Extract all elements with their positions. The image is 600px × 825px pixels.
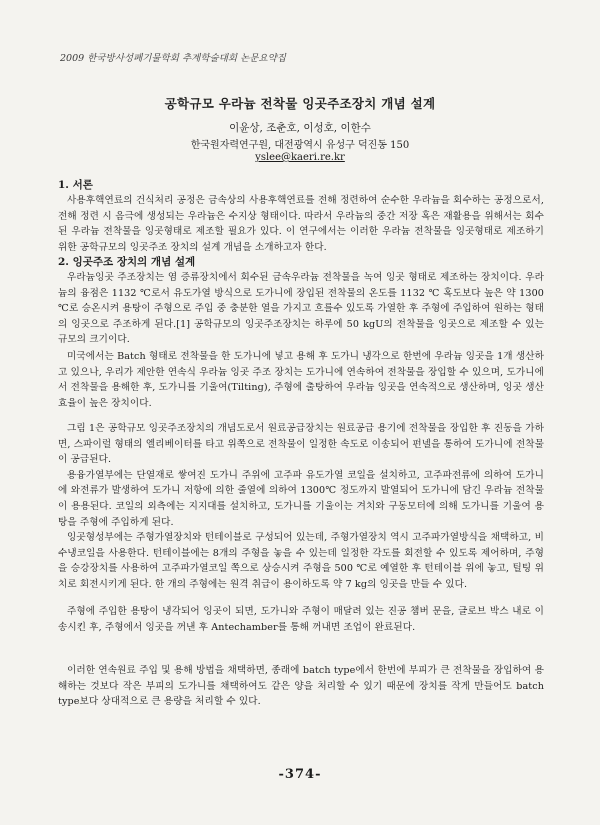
body-block: [58, 604, 544, 635]
section-heading: 1. 서론: [58, 179, 93, 191]
section-heading: 2. 잉곳주조 장치의 개념 설계: [58, 256, 196, 268]
body-block: [58, 349, 544, 411]
affiliation: 한국원자력연구원, 대전광역시 유성구 덕진동 150: [190, 140, 410, 151]
author-list: 이윤상, 조춘호, 이성호, 이한수: [229, 122, 371, 134]
body-paragraph: 사용후핵연료의 건식처리 공정은 금속상의 사용후핵연료를 전해 정련하여 순수한 우라늄을 회수하는 공정으로서, 전해 정련 시 음극에 생성되는 우라늄은 수지상 형태이다. 따라서 우라늄의 중간 저장 혹은 재활용을 위해서는 회수된 우라늄 전착물을 잉곳형태로 제조할 필요가 있다. 이 연구에서는 이러한 우라늄 전착물을 잉곳형태로 제조하기 위한 공학규모의 잉곳주조 장치의 설계 개념을 소개하고자 한다.: [58, 195, 544, 253]
body-paragraph: 이러한 연속원료 주입 및 용해 방법을 채택하면, 종래에 batch type에서 한번에 부피가 큰 전착물을 장입하여 용해하는 것보다 작은 부피의 도가니를 채택하여도 같은 양을 처리할 수 있기 때문에 장치를 작게 만들어도 batch type보다 상대적으로 큰 용량을 처리할 수 있다.: [58, 665, 544, 708]
body-paragraph: 미국에서는 Batch 형태로 전착물을 한 도가니에 넣고 용해 후 도가니 냉각으로 한번에 우라늄 잉곳을 1개 생산하고 있으나, 우리가 제안한 연속식 우라늄 잉곳 주조 장치는 도가니에 연속하여 전착물을 장입할 수 있으며, 도가니에서 전착물을 용해한 후, 도가니를 기울여(Tilting), 주형에 출탕하여 우라늄 잉곳을 연속적으로 생산하며, 잉곳 생산 효율이 높은 장치이다.: [58, 351, 544, 409]
body-paragraph: 그림 1은 공학규모 잉곳주조장치의 개념도로서 원료공급장치는 원료공급 용기에 전착물을 장입한 후 진동을 가하면, 스파이럴 형태의 엘리베이터를 타고 위쪽으로 전착물이 일정한 속도로 이송되어 펀넬을 통하여 도가니에 전착물이 공급된다.: [58, 423, 544, 466]
paper-title: 공학규모 우라늄 전착물 잉곳주조장치 개념 설계: [164, 96, 436, 111]
author-email: yslee@kaeri.re.kr: [255, 152, 345, 163]
body-paragraph: 우라늄잉곳 주조장치는 염 증류장치에서 회수된 금속우라늄 전착물을 녹여 잉곳 형태로 제조하는 장치이다. 우라늄의 융점은 1132 ℃로서 유도가열 방식으로 도가니에 장입된 전착물의 온도를 1132 ℃ 혹도보다 높은 약 1300 ℃로 승온시켜 용탕이 주형으로 주입 중 충분한 열을 가지고 흐를수 있도록 가열한 후 주형에 주입하여 원하는 형태의 잉곳으로 주조하게 된다.[1] 공학규모의 잉곳주조장치는 하루에 50 kgU의 전착물을 잉곳으로 제조할 수 있는 규모의 크기이다.: [58, 272, 544, 346]
body-paragraph: 주형에 주입한 용탕이 냉각되어 잉곳이 되면, 도가니와 주형이 매달려 있는 진공 챔버 문을, 글로브 박스 내로 이송시킨 후, 주형에서 잉곳을 꺼낸 후 Antechamber를 통해 꺼내면 조업이 완료된다.: [58, 606, 544, 633]
body-paragraph: 용융가열부에는 단열재로 쌓여진 도가니 주위에 고주파 유도가열 코일을 설치하고, 고주파전류에 의하여 도가니에 와전류가 발생하여 도가니 저항에 의한 줄열에 의하여 1300℃ 정도까지 발열되어 도가니에 담긴 우라늄 전착물이 용용된다. 코일의 외측에는 지지대를 설치하고, 도가니를 기울이는 겨치와 구동모터에 의해 도가니를 기울여 용탕을 주형에 주입하게 된다.: [58, 469, 544, 528]
page-number: -374-: [278, 767, 322, 782]
section-design: [58, 255, 544, 348]
body-block: [58, 663, 544, 710]
body-block: [58, 421, 544, 593]
body-paragraph: 잉곳형성부에는 주형가열장치와 턴테이블로 구성되어 있는데, 주형가열장치 역시 고주파가열방식을 채택하고, 비수냉코일을 사용한다. 턴테이블에는 8개의 주형을 놓을 수 있는데 일정한 각도를 회전할 수 있도록 제어하며, 주형을 승강장치를 사용하여 고주파가열코일 쪽으로 상승시켜 주형을 500 ℃로 예열한 후 턴테이블 위에 놓고, 틸팅 위치로 회전시키게 된다. 한 개의 주형에는 원격 취급이 용이하도록 약 7 kg의 잉곳을 만들 수 있다.: [58, 532, 544, 590]
section-intro: [58, 178, 544, 255]
running-header: 2009 한국방사성폐기물학회 추계학술대회 논문요약집: [60, 53, 286, 64]
